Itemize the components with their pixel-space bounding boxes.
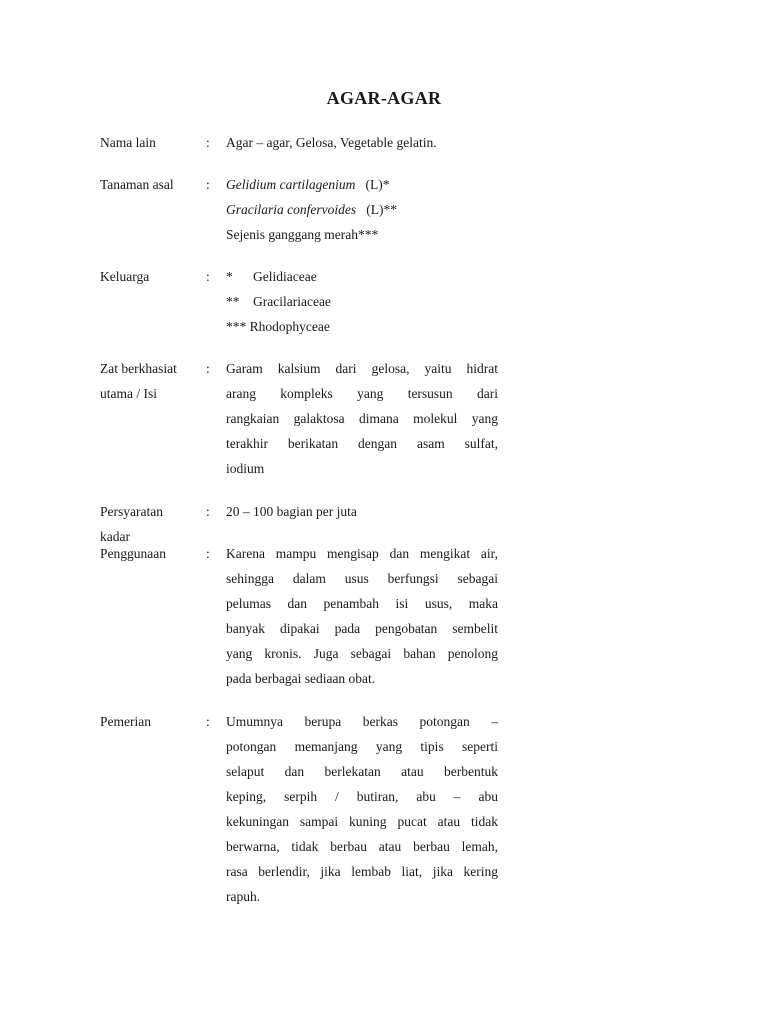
- label-line: utama / Isi: [100, 386, 157, 401]
- label-line: Persyaratan: [100, 504, 163, 519]
- paragraph-line: rapuh.: [226, 889, 261, 904]
- paragraph-line: sehingga dalam usus berfungsi sebagai: [226, 571, 498, 586]
- paragraph-line: berwarna, tidak berbau atau berbau lemah,: [226, 839, 498, 854]
- colon: :: [206, 177, 210, 192]
- plant-suffix: (L)**: [366, 202, 397, 217]
- paragraph-line: rangkaian galaktosa dimana molekul yang: [226, 411, 498, 426]
- plant-suffix: (L)*: [365, 177, 390, 192]
- colon: :: [206, 714, 210, 729]
- colon: :: [206, 269, 210, 284]
- document-title: AGAR-AGAR: [326, 88, 442, 108]
- family-mark: **: [226, 294, 240, 309]
- family-item: [226, 264, 498, 289]
- label-penggunaan: Penggunaan: [100, 546, 166, 561]
- label-keluarga: Keluarga: [100, 269, 150, 284]
- label-zat-berkhasiat: [100, 356, 200, 406]
- paragraph-line: Karena mampu mengisap dan mengikat air,: [226, 546, 498, 561]
- colon: :: [206, 504, 210, 519]
- value-keluarga: [226, 264, 498, 339]
- nama-lain-text: Agar – agar, Gelosa, Vegetable gelatin.: [226, 135, 437, 150]
- plant-item: [226, 172, 498, 197]
- plant-name: Gelidium cartilagenium: [226, 177, 356, 192]
- paragraph-line: keping, serpih / butiran, abu – abu: [226, 789, 498, 804]
- colon: :: [206, 135, 210, 150]
- label-pemerian: Pemerian: [100, 714, 151, 729]
- paragraph-line: potongan memanjang yang tipis seperti: [226, 739, 498, 754]
- paragraph-line: rasa berlendir, jika lembab liat, jika kering: [226, 864, 498, 879]
- paragraph-line: Umumnya berupa berkas potongan –: [226, 714, 498, 729]
- plant-item: [226, 197, 498, 222]
- paragraph-line: pelumas dan penambah isi usus, maka: [226, 596, 498, 611]
- colon: :: [206, 546, 210, 561]
- value-penggunaan: [226, 541, 498, 691]
- family-item: [226, 314, 498, 339]
- value-tanaman-asal: [226, 172, 498, 247]
- value-zat-berkhasiat: [226, 356, 498, 481]
- persyaratan-text: 20 – 100 bagian per juta: [226, 504, 357, 519]
- colon: :: [206, 361, 210, 376]
- value-pemerian: [226, 709, 498, 909]
- label-line: kadar: [100, 529, 130, 544]
- paragraph-line: yang kronis. Juga sebagai bahan penolong: [226, 646, 498, 661]
- paragraph-line: terakhir berikatan dengan asam sulfat,: [226, 436, 498, 451]
- value-nama-lain: [226, 130, 498, 155]
- plant-extra: Sejenis ganggang merah***: [226, 227, 379, 242]
- value-persyaratan-kadar: [226, 499, 498, 524]
- family-name: Gracilariaceae: [253, 294, 331, 309]
- family-name: Gelidiaceae: [253, 269, 317, 284]
- label-tanaman-asal: Tanaman asal: [100, 177, 174, 192]
- label-nama-lain: Nama lain: [100, 135, 156, 150]
- family-name: Rhodophyceae: [249, 319, 330, 334]
- paragraph-line: pada berbagai sediaan obat.: [226, 671, 376, 686]
- paragraph-line: arang kompleks yang tersusun dari: [226, 386, 498, 401]
- plant-name: Gracilaria confervoides: [226, 202, 357, 217]
- paragraph-line: iodium: [226, 461, 265, 476]
- family-mark: *: [226, 269, 233, 284]
- paragraph-line: Garam kalsium dari gelosa, yaitu hidrat: [226, 361, 498, 376]
- family-mark: ***: [226, 319, 247, 334]
- label-line: Zat berkhasiat: [100, 361, 177, 376]
- paragraph-line: selaput dan berlekatan atau berbentuk: [226, 764, 498, 779]
- family-item: [226, 289, 498, 314]
- paragraph-line: banyak dipakai pada pengobatan sembelit: [226, 621, 498, 636]
- paragraph-line: kekuningan sampai kuning pucat atau tidak: [226, 814, 498, 829]
